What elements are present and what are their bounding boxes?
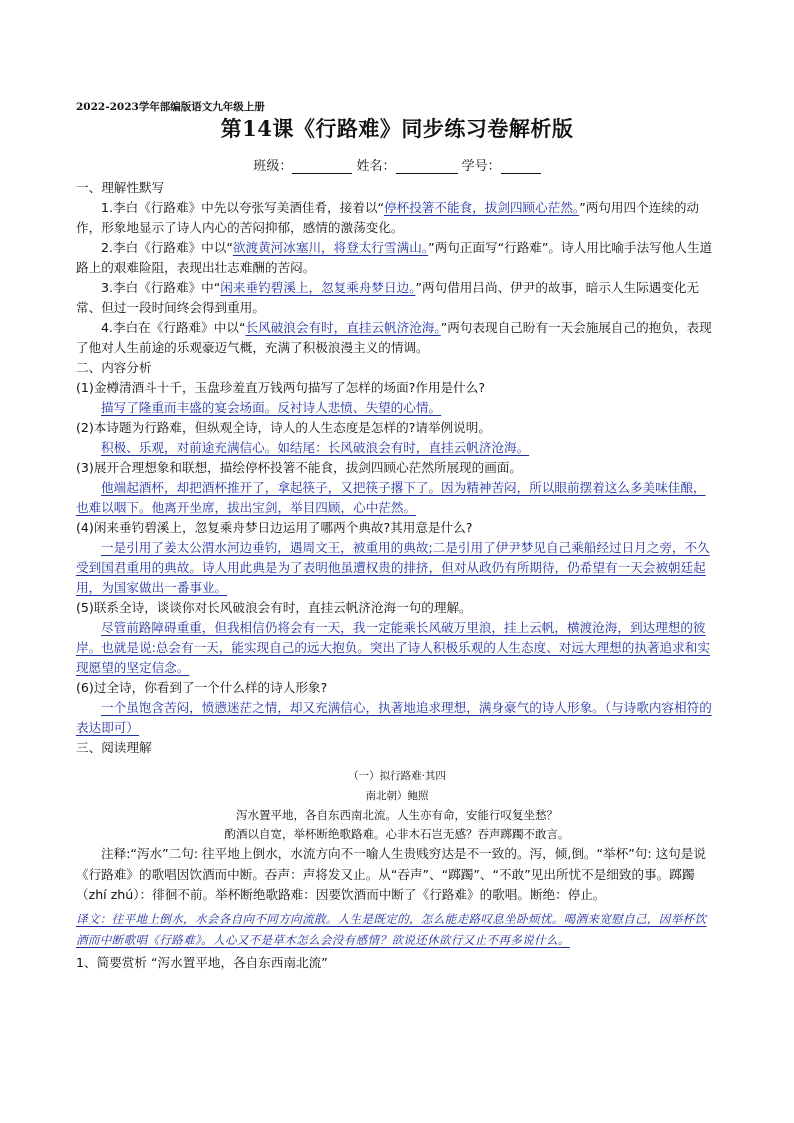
- name-blank: [396, 160, 458, 174]
- answer-text: 一是引用了姜太公渭水河边垂钓，遇周文王，被重用的典故;二是引用了伊尹梦见自己乘船经过日月之旁，不久受到国君重用的典故。诗人用此典是为了表明他虽遭权贵的排挤，但对从政仍有所期待，仍希望有一天会被朝廷起用，为国家做出一番事业。: [76, 540, 710, 595]
- answer-text: 欲渡黄河冰塞川，将登太行雪满山。: [232, 240, 429, 255]
- student-info-line: [0, 155, 794, 174]
- answer-text: 长风破浪会有时，直挂云帆济沧海。: [245, 320, 441, 335]
- reading-question-1: 1、简要赏析 “泻水置平地，各自东西南北流”: [76, 954, 328, 970]
- document-body: [76, 178, 718, 973]
- series-label: 2022-2023学年部编版语文九年级上册: [76, 101, 265, 113]
- answer-text: 描写了隆重而丰盛的宴会场面。反衬诗人悲愤、失望的心情。: [101, 400, 442, 415]
- answer-text: 他端起酒杯，却把酒杯推开了，拿起筷子，又把筷子撂下了。因为精神苦闷，所以眼前摆着这么多美味佳酿，也难以咽下。他离开坐席，拔出宝剑，举目四顾，心中茫然。: [76, 480, 706, 515]
- dictation-item: 4.李白在《行路难》中以“长风破浪会有时，直挂云帆济沧海。”两句表现自己盼有一天会施展自己的抱负，表现了他对人生前途的乐观豪迈气概，充满了积极浪漫主义的情调。: [76, 320, 712, 355]
- answer-text: 积极、乐观，对前途充满信心。如结尾：长风破浪会有时，直挂云帆济沧海。: [101, 440, 530, 455]
- id-label: 学号：: [461, 159, 501, 174]
- dictation-item: 1.李白《行路难》中先以夸张写美酒佳肴，接着以“停杯投箸不能食，拔剑四顾心茫然。”两句用四个连续的动作，形象地显示了诗人内心的苦闷抑郁，感情的激荡变化。: [76, 200, 700, 235]
- section-heading-1: 一、理解性默写: [76, 180, 165, 195]
- class-blank: [292, 160, 352, 174]
- answer-text: 一个虽饱含苦闷，愤懑迷茫之情，却又充满信心，执著地追求理想，满身豪气的诗人形象。（与诗歌内容相符的表达即可）: [76, 700, 712, 735]
- section-heading-3: 三、阅读理解: [76, 740, 152, 755]
- answer-text: 闲来垂钓碧溪上，忽复乘舟梦日边。: [220, 280, 416, 295]
- question-text: (2)本诗题为行路难，但纵观全诗，诗人的人生态度是怎样的?请举例说明。: [76, 420, 491, 435]
- annotation-text: 注释:“泻水”二句: 往平地上倒水，水流方向不一喻人生贵贱穷达是不一致的。泻，倾,倒。“举杯”句: 这句是说《行路难》的歌唱因饮酒而中断。吞声：声将发又止。从“吞声”、“踯躅”、“不敢”见出所忧不是细致的事。踯躅（zhí zhú）：徘徊不前。举杯断绝歌路难：因要饮酒而中断了《行路难》的歌唱。断绝：停止。: [76, 846, 706, 902]
- dictation-item: 2.李白《行路难》中以“欲渡黄河冰塞川，将登太行雪满山。”两句正面写“行路难”。诗人用比喻手法写他人生道路上的艰难险阻，表现出壮志难酬的苦闷。: [76, 240, 713, 275]
- question-text: (6)过全诗，你看到了一个什么样的诗人形象?: [76, 680, 328, 695]
- name-label: 姓名：: [356, 159, 396, 174]
- dictation-item: 3.李白《行路难》中“闲来垂钓碧溪上，忽复乘舟梦日边。”两句借用吕尚、伊尹的故事，暗示人生际遇变化无常、但过一段时间终会得到重用。: [76, 280, 700, 315]
- translation-text: 译文：往平地上倒水，水会各自向不同方向流散。人生是既定的，怎么能走路叹息坐卧烦忧。喝酒来宽慰自己，因举杯饮酒而中断歌唱《行路难》。人心又不是草木怎么会没有感情？欲说还休欲行又止不再多说什么。: [76, 911, 707, 947]
- poem-author: 南北朝）鲍照: [365, 790, 429, 802]
- answer-text: 尽管前路障碍重重，但我相信仍将会有一天，我一定能乘长风破万里浪，挂上云帆，横渡沧海，到达理想的彼岸。也就是说:总会有一天，能实现自己的远大抱负。突出了诗人积极乐观的人生态度、对远大理想的执著追求和实现愿望的坚定信念。: [76, 620, 710, 675]
- id-blank: [501, 160, 541, 174]
- poem-line: 酌酒以自宽，举杯断绝歌路难。心非木石岂无感？吞声踯躅不敢言。: [224, 827, 570, 841]
- poem-line: 泻水置平地，各自东西南北流。人生亦有命，安能行叹复坐愁？: [236, 808, 558, 822]
- question-text: (4)闲来垂钓碧溪上，忽复乘舟梦日边运用了哪两个典故?其用意是什么?: [76, 520, 473, 535]
- question-text: (1)金樽清酒斗十千，玉盘珍羞直万钱两句描写了怎样的场面?作用是什么?: [76, 380, 486, 395]
- page-title: 第14课《行路难》同步练习卷解析版: [220, 116, 574, 141]
- section-heading-2: 二、内容分析: [76, 360, 152, 375]
- answer-text: 停杯投箸不能食，拔剑四顾心茫然。: [384, 200, 580, 215]
- class-label: 班级：: [253, 159, 293, 174]
- question-text: (5)联系全诗，谈谈你对长风破浪会有时，直挂云帆济沧海一句的理解。: [76, 600, 472, 615]
- question-text: (3)展开合理想象和联想，描绘停杯投箸不能食，拔剑四顾心茫然所展现的画面。: [76, 460, 523, 475]
- poem-title: （一）拟行路难·其四: [348, 770, 446, 782]
